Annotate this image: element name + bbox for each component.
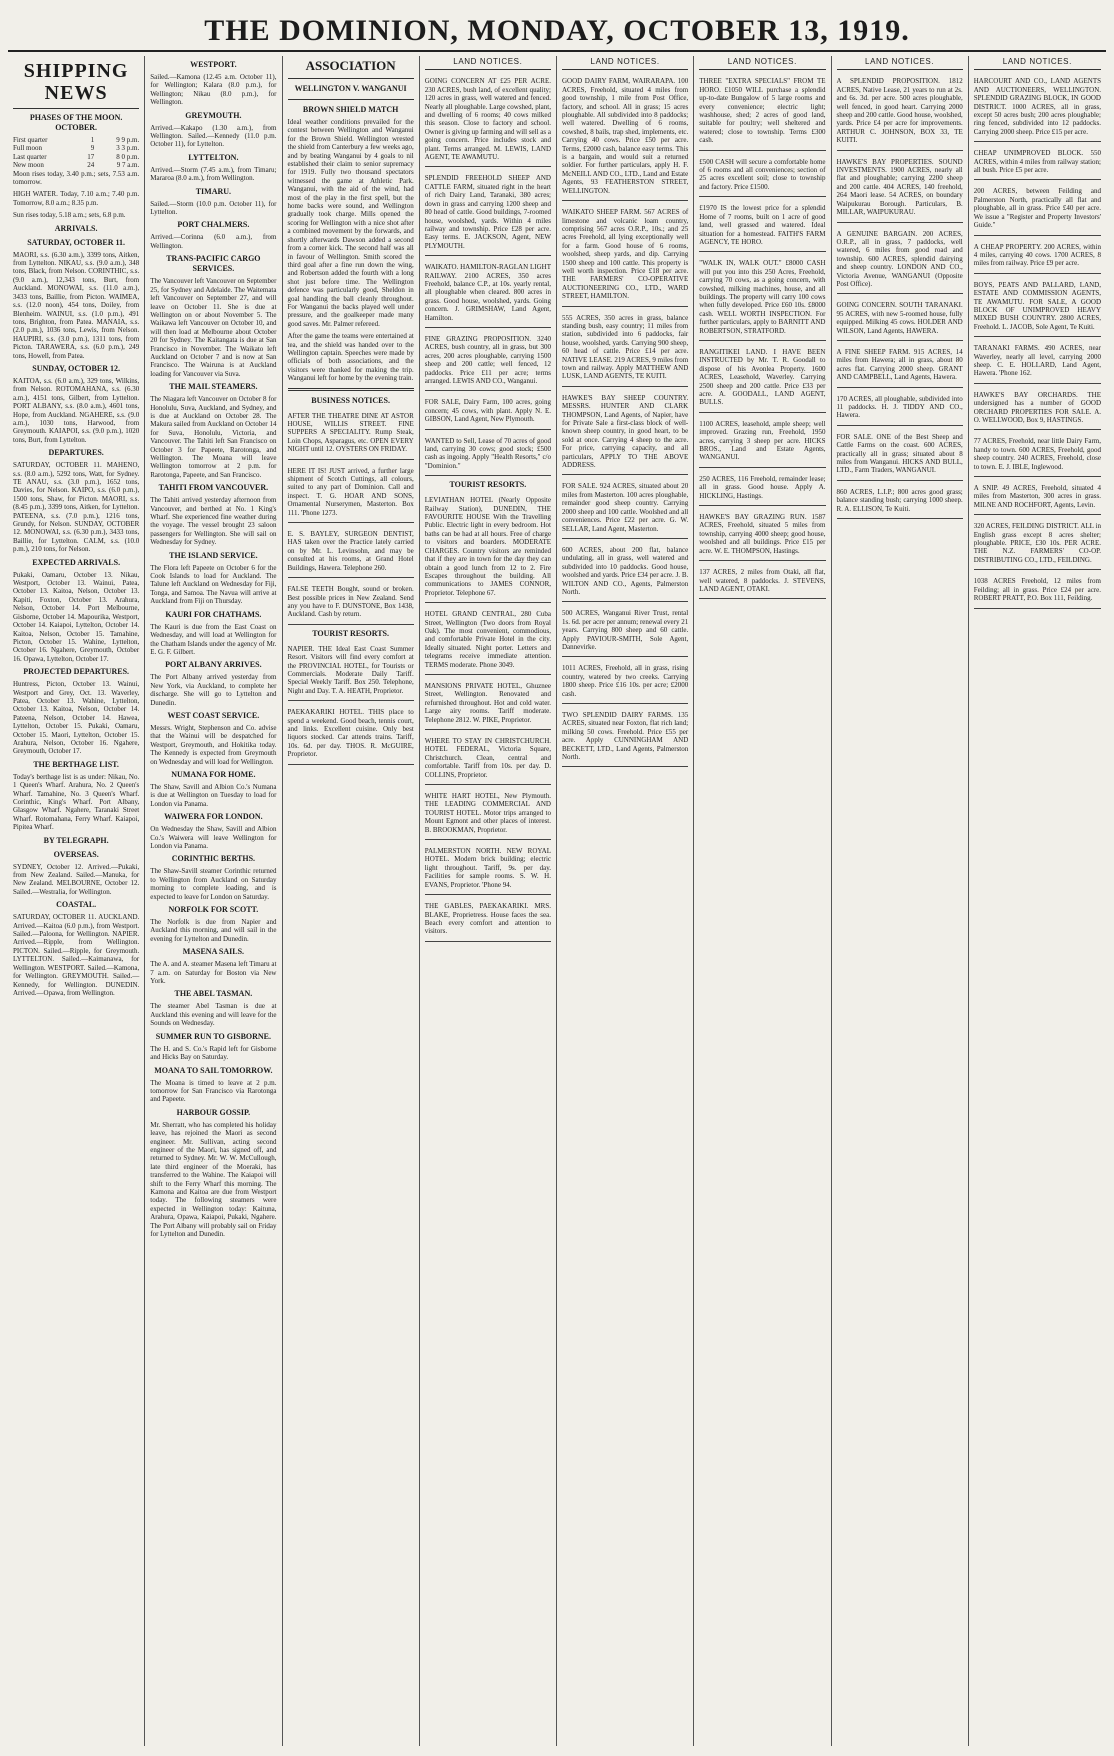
albany-heading: PORT ALBANY ARRIVES. xyxy=(165,660,262,670)
rapid-heading: SUMMER RUN TO GISBORNE. xyxy=(155,1031,272,1041)
land-ad: 170 ACRES, all ploughable, subdivided into 11 paddocks. H. J. TIDDY AND CO., Hawera. xyxy=(837,392,963,426)
land-ad: BOYS, PEATS AND PALLARD, LAND, ESTATE AND COMMISSION AGENTS, TE AWAMUTU. FOR SALE, A GOOD BLOCK OF UNIMPROVED HEAVY MIXED BUSH COUNTRY. 2800 ACRES, Freehold. L. JACOB, Sole Agent, Te Kuiti. xyxy=(974,278,1101,337)
coastal-heading: COASTAL. xyxy=(56,900,97,910)
berthage-text: Today's berthage list is as under: Nikau, No. 1 Queen's Wharf. Arahura, No. 2 Queen's Wharf. Tamahine, No. 3 Queen's Wharf. Corinthic, King's Wharf. Port Albany, Glasgow Wharf. Ngahere, Taranaki Street Wharf. Rotomahana, Ferry Wharf. Kaiapoi, Pipitea Wharf. xyxy=(13,772,140,832)
transpacific-heading: TRANS-PACIFIC CARGO SERVICES. xyxy=(166,254,261,274)
table-row: Full moon 9 3 3 p.m. xyxy=(13,144,140,153)
harbour-text: Mr. Sherratt, who has completed his holiday leave, has rejoined the Maori as second engineer. Mr. Sullivan, acting second engineer of the Maori, has signed off, and returned to Sydney. Mr. W. W. McCullough, late third engineer of the Moeraki, has transferred to the Wahine. The Kaiapoi will shift to the Ferry Wharf this morning. The Kamona and Kaitoa are due from Westport today. The following steamers were expected in Wellington today: Kaituna, Arahura, Opawa, Kaiapoi, Pukaki, Ngahere. The Port Albany will probably sail on Friday for Lyttelton and Dunedin. xyxy=(150,1120,277,1238)
sun-times: Sun rises today, 5.18 a.m.; sets, 6.8 p.m. xyxy=(13,211,126,220)
land-ad: 600 ACRES, about 200 flat, balance undulating, all in grass, well watered and subdivided into 10 paddocks. Good house, woolshed and yards. Price £34 per acre. J. B. WILTON AND CO., Agents, Palmerston North. xyxy=(562,543,688,602)
column-shipping-news xyxy=(8,56,145,1746)
land-ad: 250 ACRES, 116 Freehold, remainder lease; all in grass. Good house. Apply A. HICKLING, Hastings. xyxy=(699,472,825,506)
island-text: The Flora left Papeete on October 6 for the Cook Islands to load for Auckland. The Talune left Auckland on Wednesday for Fiji, Tonga, and Samoa. The Navua will arrive at Auckland from Fiji on Thursday. xyxy=(150,563,277,606)
ad-paekakariki-hotel: PAEKAKARIKI HOTEL. THIS place to spend a weekend. Good beach, tennis court, and links. Excellent cuisine. Only best liquors stocked. Car attends trains. Tariff, 10s. 6d. per day. THOS. R. McGUIRE, Proprietor. xyxy=(288,705,414,764)
corinthic-text: The Shaw-Savill steamer Corinthic returned to Wellington from Auckland on Saturday morning to complete loading, and is expected to leave for London on Saturday. xyxy=(150,867,277,901)
land-notices-heading: LAND NOTICES. xyxy=(699,56,825,70)
land-ad: 77 ACRES, Freehold, near little Dairy Farm, handy to town. 600 ACRES, Freehold, good sheep country. 240 ACRES, Freehold, close to town. E. J. IBLE, Inglewood. xyxy=(974,434,1101,477)
land-ad: TARANAKI FARMS. 490 ACRES, near Waverley, nearly all level, carrying 2000 sheep. C. E. HOLLARD, Land Agent, Hawera. 'Phone 162. xyxy=(974,341,1101,384)
arrivals-heading: ARRIVALS. xyxy=(54,223,98,233)
business-notices-heading: BUSINESS NOTICES. xyxy=(311,395,390,405)
table-row: First quarter 1 9 9 p.m. xyxy=(13,136,140,144)
albany-text: The Port Albany arrived yesterday from New York, via Auckland, to complete her discharge. She will go to Lyttelton and Dunedin. xyxy=(150,673,277,707)
land-notices-heading: LAND NOTICES. xyxy=(837,56,963,70)
abel-heading: THE ABEL TASMAN. xyxy=(174,989,253,999)
masthead-title: THE DOMINION, MONDAY, OCTOBER 13, 1919. xyxy=(204,14,910,47)
sunday-date: SUNDAY, OCTOBER 12. xyxy=(32,363,120,373)
kauri-text: The Kauri is due from the East Coast on Wednesday, and will load at Wellington for the Chatham Islands under the agency of Mr. E. G. F. Gilbert. xyxy=(150,622,277,656)
match-report: Ideal weather conditions prevailed for the contest between Wellington and Wanganui for the Brown Shield. Wellington wrested the shield from Canterbury a few weeks ago, and by beating Wanganui by 4 goals to nil established their claim to senior supremacy for 1919. Fully two thousand spectators witnessed the game at Athletic Park. Wanganui, with the aid of the wind, had most of the play in the first spell, but the home backs were sound, and Wellington gradually took charge. Mills opened the scoring for Wellington with a nice shot after a combined movement by the forwards, and shortly afterwards Dawson added a second from a corner kick. The second half was all in favour of Wellington. Smith scored the third goal after a fine run down the wing, and Robertson added the fourth with a long shot just before time. The Wellington defence was particularly good, Sheldon in goal handling the ball cleanly throughout. For Wanganui the backs played well under pressure, and the goalkeeper made many good saves. Mr. Palmer refereed. xyxy=(287,118,414,328)
column-land-notices-5 xyxy=(969,56,1106,1746)
moana-heading: MOANA TO SAIL TOMORROW. xyxy=(154,1065,273,1075)
land-ad: "WALK IN, WALK OUT." £8000 CASH will put you into this 250 Acres, Freehold, carrying 70 cows, as a going concern, with cowshed, milking machines, house, and all buildings. The property will carry 100 cows when fully developed. Price £60 10s. £8000 cash. WELL WORTH INSPECTION. For further particulars, apply to BARNITT AND ROBERTSON, STRATFORD. xyxy=(699,256,825,341)
westcoast-text: Messrs. Wright, Stephenson and Co. advise that the Wainui will be despatched for Westport, Greymouth, and Hokitika today. The Kennedy is expected from Greymouth on Wednesday and will load for Wellington. xyxy=(150,723,277,766)
ad-dentist: E. S. BAYLEY, SURGEON DENTIST, HAS taken over the Practice lately carried on by Mr. L. Levinsohn, and may be consulted at his rooms, at Grand Hotel Buildings, Hawera. Telephone 260. xyxy=(288,527,414,578)
land-ad: £500 CASH will secure a comfortable home of 6 rooms and all conveniences; section of 25 acres excellent soil; close to township and factory. Price £1500. xyxy=(699,155,825,198)
table-row: Last quarter 17 8 0 p.m. xyxy=(13,152,140,161)
land-ad: HAWKE'S BAY PROPERTIES. SOUND INVESTMENTS. 1900 ACRES, nearly all flat and ploughable; carrying 2200 sheep and 200 cattle. 404 ACRES, 140 freehold, 264 Maori lease. 54 ACRES, on boundary Waipukurau Borough. Particulars, B. MILLAR, WAIPUKURAU. xyxy=(837,155,963,223)
expected-heading: EXPECTED ARRIVALS. xyxy=(32,557,121,567)
waiwera-heading: WAIWERA FOR LONDON. xyxy=(164,812,263,822)
numana-heading: NUMANA FOR HOME. xyxy=(171,769,256,779)
land-ad: FOR SALE. 924 ACRES, situated about 20 miles from Masterton. 100 acres ploughable, remainder good sheep country. Carrying 2000 sheep and 100 cattle. Woolshed and all conveniences. Price £22 per acre. G. W. SELLAR, Land Agent, Masterton. xyxy=(562,479,688,538)
hotel-ad: THE GABLES, PAEKAKARIKI. MRS. BLAKE, Proprietress. House faces the sea. Beach every comfort and attention to visitors. xyxy=(425,899,551,942)
land-ad: WAIKATO SHEEP FARM. 567 ACRES of limestone and volcanic loam country, comprising 567 acres O.R.P., 10s.; and 25 acres Freehold, all lying exceptionally well for a farm. Good house of 6 rooms, woolshed, sheep yards, and dip. Carrying 1500 sheep and 100 cattle. This property is well worth inspection. Price £18 per acre. THE FARMERS' CO-OPERATIVE AUCTIONEERING CO., LTD., WARD STREET, HAMILTON. xyxy=(562,205,688,306)
column-land-notices-1 xyxy=(420,56,557,1746)
land-ad: FINE GRAZING PROPOSITION. 3240 ACRES, bush country, all in grass, but 300 acres, 200 acres ploughable, carrying 1500 sheep and 200 cattle; well fenced, 12 paddocks. Price £11 per acre; terms arranged. LEWIS AND CO., Wanganui. xyxy=(425,332,551,391)
shield-heading: BROWN SHIELD MATCH xyxy=(302,105,399,114)
coastal-text: SATURDAY, OCTOBER 11. AUCKLAND. Arrived.—Kaitoa (6.0 p.m.), from Westport. Sailed.—Paloona, for Wellington. NAPIER. Arrived.—Ripple, from Wellington. PICTON. Sailed.—Ripple, for Greymouth. LYTTELTON. Sailed.—Kaimanawa, for Wellington. WESTPORT. Sailed.—Kamona, for Wellington. GREYMOUTH. Sailed.—Kennedy, for Wellington. DUNEDIN. Arrived.—Opawa, from Wellington. xyxy=(13,913,140,997)
westcoast-heading: WEST COAST SERVICE. xyxy=(167,710,260,720)
hotel-ad: WHERE TO STAY IN CHRISTCHURCH. HOTEL FEDERAL, Victoria Square, Christchurch. Clean, central and comfortable. Tariff from 10s. per day. D. COLLINS, Proprietor. xyxy=(425,734,551,785)
hotel-ad: PALMERSTON NORTH. NEW ROYAL HOTEL. Modern brick building; electric light throughout. Tariff, 9s. per day. Facilities for sample rooms. S. W. H. EVANS, Proprietor. 'Phone 94. xyxy=(425,844,551,895)
hotel-ad: HOTEL GRAND CENTRAL, 280 Cuba Street, Wellington (Two doors from Royal Oak). The most convenient, commodious, and comfortable Private Hotel in the city. Ideally situated. Night porter. Letters and telegrams receive immediate attention. TERMS moderate. Phone 3049. xyxy=(425,607,551,675)
land-ad: A CHEAP PROPERTY. 200 ACRES, within 4 miles, carrying 40 cows. 1700 ACRES, 8 miles from railway. Price £9 per acre. xyxy=(974,240,1101,274)
moon-phases-table xyxy=(13,136,139,170)
land-ad: A FINE SHEEP FARM. 915 ACRES, 14 miles from Hawera; all in grass, about 80 acres flat. Carrying 2000 sheep. GRANT AND CAMPBELL, Land Agents, Hawera. xyxy=(837,345,963,388)
lyttelton-text: Arrived.—Storm (7.45 a.m.), from Timaru; Mararoa (8.0 a.m.), from Wellington. xyxy=(150,165,277,183)
land-ad: SPLENDID FREEHOLD SHEEP AND CATTLE FARM, situated right in the heart of rich Dairy Land, Taranaki, 380 acres; down in grass and carrying 1200 sheep and 80 head of cattle. Good buildings, 7-roomed house, woolshed, yards. Within 4 miles railway and township. Price £28 per acre. Easy terms. E. JACKSON, Agent, NEW PLYMOUTH. xyxy=(425,171,551,256)
land-ad: 1100 ACRES, leasehold, ample sheep; well improved. Grazing run, Freehold, 1950 acres, carrying 3 sheep per acre. HICKS BROS., Land and Estate Agents, WANGANUI. xyxy=(699,417,825,468)
land-ad: WANTED to Sell, Lease of 70 acres of good land, carrying 30 cows; good stock; £500 cash as ingoing. Apply "Health Resorts," c/o "Dominion." xyxy=(425,434,551,477)
tourist-resorts-heading: TOURIST RESORTS. xyxy=(312,628,390,638)
land-notices-heading: LAND NOTICES. xyxy=(425,56,551,70)
land-notices-heading: LAND NOTICES. xyxy=(562,56,688,70)
lyttelton-heading: LYTTELTON. xyxy=(188,152,239,162)
match-heading: WELLINGTON V. WANGANUI xyxy=(294,84,407,93)
land-ad: GOING CONCERN. SOUTH TARANAKI. 95 ACRES, with new 5-roomed house, fully equipped. Milking 45 cows. HOLDER AND WILSON, Land Agents, HAWERA. xyxy=(837,298,963,341)
timaru-text: Sailed.—Storm (10.0 p.m. October 11), for Lyttelton. xyxy=(150,199,277,217)
abel-text: The steamer Abel Tasman is due at Auckland this evening and will leave for the Sounds on Wednesday. xyxy=(150,1002,277,1028)
norfolk-text: The Norfolk is due from Napier and Auckland this morning, and will sail in the evening for Lyttelton and Dunedin. xyxy=(150,918,277,943)
hotel-ad: MANSIONS PRIVATE HOTEL, Ghuznee Street, Wellington. Renovated and refurnished throughout. Hot and cold water. Large airy rooms. Tariff moderate. Telephone 2812. W. PIKE, Proprietor. xyxy=(425,679,551,730)
overseas-heading: OVERSEAS. xyxy=(53,849,99,859)
land-ad: HAWKE'S BAY GRAZING RUN. 1587 ACRES, Freehold, situated 5 miles from township, carrying 4000 sheep; good house, woolshed and all buildings. Price £15 per acre. W. E. THOMPSON, Hastings. xyxy=(699,510,825,561)
column-association xyxy=(283,56,420,1746)
numana-text: The Shaw, Savill and Albion Co.'s Numana is due at Wellington on Tuesday to load for London via Panama. xyxy=(150,782,277,808)
land-ad: TWO SPLENDID DAIRY FARMS. 135 ACRES, situated near Foxton, flat rich land; milking 50 cows. Freehold. Price £55 per acre. Apply CUNNINGHAM AND BECKETT, LTD., Land Agents, Palmerston North. xyxy=(562,708,688,767)
port-chalmers-text: Arrived.—Corinna (6.0 a.m.), from Wellington. xyxy=(150,233,277,250)
sunday-text: KAITOA, s.s. (6.0 a.m.), 329 tons, Wilkins, from Nelson. ROTOMAHANA, s.s. (6.30 a.m.), 4151 tons, Gilbert, from Lyttelton. PORT ALBANY, s.s. (8.0 a.m.), 4601 tons, Hope, from Auckland. NGAHERE, s.s. (9.0 a.m.), 1030 tons, Harwood, from Greymouth. KAIAPOI, s.s. (9.0 p.m.), 1020 tons, Burt, from Lyttelton. xyxy=(13,376,140,444)
land-ad: 137 ACRES, 2 miles from Otaki, all flat, well watered, 8 paddocks. J. STEVENS, LAND AGENT, OTAKI. xyxy=(699,565,825,599)
port-chalmers-heading: PORT CHALMERS. xyxy=(177,220,250,230)
corinthic-heading: CORINTHIC BERTHS. xyxy=(171,854,256,864)
land-ad: HAWKE'S BAY ORCHARDS. THE undersigned has a number of GOOD ORCHARD PROPERTIES FOR SALE. A. O. WELLWOOD, Box 9, HASTINGS. xyxy=(974,388,1101,431)
columns xyxy=(8,56,1106,1746)
moon-note: Moon rises today, 3.40 p.m.; sets, 7.53 a.m. tomorrow. xyxy=(13,169,140,187)
arrivals-date: SATURDAY, OCTOBER 11. xyxy=(27,237,126,247)
land-ad: A SPLENDID PROPOSITION. 1812 ACRES, Native Lease, 21 years to run at 2s. and 6s. 3d. per acre. 500 acres ploughable, well fenced, in good heart. Carrying 2000 sheep and 200 cattle. Good house, woolshed, yards. Price £4 per acre for improvements. ARTHUR C. JOHNSON, BOX 33, TE KUITI. xyxy=(837,74,963,150)
projected-text: Huntress, Picton, October 13. Wainui, Westport and Grey, Oct. 13. Waverley, Patea, October 13. Wahine, Lyttelton, October 13. Kaitoa, Nelson, October 14. Pateena, Nelson, October 14. Hawea, Lyttelton, October 15. Pukaki, Oamaru, October 15. Maori, Lyttelton, October 15. Arahura, Nelson, October 16. Ngahere, Greymouth, October 17. xyxy=(13,680,140,756)
arrivals-text: MAORI, s.s. (6.30 a.m.), 3399 tons, Aitken, from Lyttelton. NIKAU, s.s. (9.0 a.m.), 348 tons, Black, from Nelson. CORINTHIC, s.s. (9.0 a.m.), 12,343 tons, Burt, from Auckland. MONOWAI, s.s. (11.0 a.m.), 3433 tons, Baillie, from Picton. WAIMEA, s.s. (12.0 noon), 454 tons, Doiley, from Blenheim. WAINUI, s.s. (1.0 p.m.), 491 tons, Brighton, from Patea. MANAIA, s.s. (2.0 p.m.), 1036 tons, Lewis, from Nelson. HAUPIRI, s.s. (3.0 p.m.), 1311 tons, from Picton. TARAWERA, s.s. (6.0 p.m.), 249 tons, Howell, from Patea. xyxy=(13,250,140,360)
land-ad: A GENUINE BARGAIN. 200 ACRES, O.R.P., all in grass, 7 paddocks, well watered, 6 miles from good road and township. 600 ACRES, splendid dairying and sheep country. LONDON AND CO., Victoria Avenue, WANGANUI (Opposite Post Office). xyxy=(837,227,963,295)
tourist-resorts-heading: TOURIST RESORTS. xyxy=(449,480,527,490)
harbour-heading: HARBOUR GOSSIP. xyxy=(176,1107,251,1117)
land-ad: 1011 ACRES, Freehold, all in grass, rising country, watered by two creeks. Carrying 1800 sheep. Price £16 10s. per acre; £2000 cash. xyxy=(562,661,688,704)
land-ad: GOING CONCERN AT £25 PER ACRE. 230 ACRES, bush land, of excellent quality; 120 acres in grass, well watered and fenced. Nearly all ploughable. Large cowshed, plant, and dwelling of 6 rooms; 40 cows milked this season. Close to factory and school. Owner is giving up farming and will sell as a going concern. Price includes stock and plant. Terms arranged. M. LEWIS, LAND AGENT, TE AWAMUTU. xyxy=(425,74,551,167)
land-ad: 320 ACRES, FEILDING DISTRICT. ALL in English grass except 8 acres shelter; ploughable. PRICE, £30 10s. PER ACRE. THE N.Z. FARMERS' CO-OP. DISTRIBUTING CO., LTD., FEILDING. xyxy=(974,519,1101,570)
timaru-heading: TIMARU. xyxy=(195,186,232,196)
column-land-notices-4 xyxy=(832,56,969,1746)
land-ad: CHEAP UNIMPROVED BLOCK. 550 ACRES, within 4 miles from railway station; all bush. Price £5 per acre. xyxy=(974,146,1101,180)
waiwera-text: On Wednesday the Shaw, Savill and Albion Co.'s Waiwera will leave Wellington for London via Panama. xyxy=(150,825,277,850)
norfolk-heading: NORFOLK FOR SCOTT. xyxy=(168,905,259,915)
transpacific-text: The Vancouver left Vancouver on September 25, for Sydney and Adelaide. The Waitemata left Vancouver on September 27, and will leave on October 11. She is due at Wellington on or about November 5. The Waikawa left Vancouver on October 10, and will then load at Melbourne about October 20 for Sydney. The Kaitangata is due at San Francisco in November. The Waikato left Auckland on October 7 and is now at San Francisco. The Wairuna is at Auckland loading for Vancouver via Suva. xyxy=(150,277,277,378)
land-ad: WAIKATO. HAMILTON-RAGLAN LIGHT RAILWAY. 2100 ACRES, 350 acres Freehold, balance C.P., at 10s. yearly rental, all ploughable when cleared. 800 acres in grass. Good house, woolshed, yards. Going concern. J. GRIMSHAW, Land Agent, Hamilton. xyxy=(425,260,551,328)
masena-text: The A. and A. steamer Masena left Timaru at 7 a.m. on Saturday for Boston via New York. xyxy=(150,960,277,986)
overseas-text: SYDNEY, October 12. Arrived.—Pukaki, from New Zealand. Sailed.—Manuka, for New Zealand. MELBOURNE, October 12. Sailed.—Westralia, for Wellington. xyxy=(13,862,140,896)
land-ad: HAWKE'S BAY SHEEP COUNTRY. MESSRS. HUNTER AND CLARK THOMPSON, Land Agents, of Napier, have for Private Sale a first-class block of well-known sheep country, in good heart, to be sold at once. Carrying 4 sheep to the acre. For price, carrying capacity, and all particulars, APPLY TO THE ABOVE ADDRESS. xyxy=(562,391,688,476)
departures-text: SATURDAY, OCTOBER 11. MAHENO, s.s. (8.0 a.m.), 5292 tons, Watt, for Sydney. TE ANAU, s.s. (3.0 p.m.), 1652 tons, Davies, for Nelson. KAIPO, s.s. (6.0 p.m.), 1500 tons, Shaw, for Picton. MAORI, s.s. (8.45 p.m.), 3399 tons, Aitken, for Lyttelton. PATEENA, s.s. (7.0 p.m.), 1216 tons, Grundy, for Nelson. SUNDAY, OCTOBER 12. MONOWAI, s.s. (6.30 p.m.), 3433 tons, Baillie, for Lyttelton. CALM, s.s. (10.0 p.m.), 210 tons, for Nelson. xyxy=(13,461,140,554)
expected-text: Pukaki, Oamaru, October 13. Nikau, Westport, October 13. Wainui, Patea, October 13. Kaitoa, Nelson, October 13. Kapiti, Foxton, October 13. Arahura, Nelson, October 14. Port Melbourne, Gisborne, October 14. Mapourika, Westport, October 14. Kaiapoi, Lyttelton, October 14. Kaitoa, Nelson, October 15. Tamahine, Picton, October 15. Wahine, Lyttelton, October 16. Ngahere, Greymouth, October 16. Opawa, Lyttelton, October 17. xyxy=(13,570,140,663)
land-ad: 1038 ACRES Freehold, 12 miles from Feilding; all in grass. Price £24 per acre. ROBERT PRATT, P.O. Box 111, Feilding. xyxy=(974,574,1101,608)
hotel-ad: LEVIATHAN HOTEL (Nearly Opposite Railway Station), DUNEDIN, THE FAVOURITE HOUSE With the Travelling Public. Electric light in every bedroom. Hot baths can be had at all hours. Free of charge to visitors and boarders. MODERATE CHARGES. Country visitors are reminded that if they are in town for the day they can obtain a good lunch from 12 to 2. Fire Escapes throughout the building. All communications to JAMES CONNOR, Proprietor. Telephone 67. xyxy=(425,493,551,603)
ad-astor-house: AFTER THE THEATRE DINE AT ASTOR HOUSE, WILLIS STREET. FINE SUPPERS A SPECIALITY. Rump Steak, Loin Chops, Asparagus, etc. OPEN EVERY NIGHT until 12. OYSTERS ON FRIDAY. xyxy=(288,409,414,460)
land-ad: HARCOURT AND CO., LAND AGENTS AND AUCTIONEERS, WELLINGTON. SPLENDID GRAZING BLOCK, IN GOOD DISTRICT. 1000 ACRES, all in grass, except 50 acres bush; 200 acres ploughable; ring fenced, subdivided into 12 paddocks. Carrying 2000 sheep. Price £15 per acre. xyxy=(974,74,1101,142)
land-ad: 500 ACRES, Wanganui River Trust, rental 1s. 6d. per acre per annum; renewal every 21 years. Carrying 800 sheep and 60 cattle. Apply PAVIOUR-SMITH, Sole Agent, Dannevirke. xyxy=(562,606,688,657)
table-row: New moon 24 9 7 a.m. xyxy=(13,161,140,170)
tahiti-text: The Tahiti arrived yesterday afternoon from Vancouver, and berthed at No. 1 King's Wharf. She experienced fine weather during the voyage. The vessel brought 23 saloon passengers for Wellington. She will sail on Wednesday for Sydney. xyxy=(150,496,277,547)
tahiti-heading: TAHITI FROM VANCOUVER. xyxy=(158,483,269,493)
ad-scotch-cuttings: HERE IT IS! JUST arrived, a further large shipment of Scotch Cuttings, all colours, suited to any part of Dominion. Call and inspect. T. G. HOAR AND SONS, Ornamental Nurserymen, Masterton. Box 111. 'Phone 1273. xyxy=(288,464,414,523)
greymouth-heading: GREYMOUTH. xyxy=(185,110,242,120)
westport-text: Sailed.—Kamona (12.45 a.m. October 11), for Wellington; Kalara (8.0 p.m.), for Wellington; Nikau (8.0 p.m.), for Wellington. xyxy=(150,73,277,107)
column-shipping-continued xyxy=(145,56,282,1746)
telegraph-heading: BY TELEGRAPH. xyxy=(43,835,109,845)
kauri-heading: KAURI FOR CHATHAMS. xyxy=(165,609,262,619)
ad-false-teeth: FALSE TEETH Bought, sound or broken. Best possible prices in New Zealand. Send any you have to F. DUNSTONE, Box 1438, Auckland. Cash by return. xyxy=(288,582,414,625)
hotel-ad: WHITE HART HOTEL, New Plymouth. THE LEADING COMMERCIAL AND TOURIST HOTEL. Motor trips arranged to Mount Egmont and other places of interest. B. BROOKMAN, Proprietor. xyxy=(425,789,551,840)
masena-heading: MASENA SAILS. xyxy=(182,947,245,957)
land-ad: 860 ACRES, L.I.P.; 800 acres good grass; balance standing bush; carrying 1000 sheep. R. A. ELLISON, Te Kuiti. xyxy=(837,485,963,519)
land-ad: THREE "EXTRA SPECIALS" FROM TE HORO. £1050 WILL purchase a splendid up-to-date Bungalow of 5 large rooms and every convenience; electric light; washhouse, shed; 2 acres of good land, suitable for poultry; well sheltered and watered; close to township. Terms £300 cash. xyxy=(699,74,825,150)
land-ad: RANGITIKEI LAND. I HAVE BEEN INSTRUCTED by Mr. T. R. Goodall to dispose of his Avonlea Property. 1600 ACRES, Leasehold, Waverley. Carrying 2500 sheep and 200 cattle. Price £33 per acre. A. GOODALL, LAND AGENT, BULLS. xyxy=(699,345,825,413)
shipping-news-title: SHIPPING NEWS xyxy=(13,56,139,109)
high-water: HIGH WATER. Today, 7.10 a.m.; 7.40 p.m. Tomorrow, 8.0 a.m.; 8.35 p.m. xyxy=(13,190,140,207)
masthead xyxy=(8,10,1106,52)
mail-heading: THE MAIL STEAMERS. xyxy=(169,382,258,392)
land-ad: 200 ACRES, between Feilding and Palmerston North, practically all flat and ploughable, all in grass. Price £40 per acre. We issue a "Register and Property Investors' Guide." xyxy=(974,184,1101,235)
moon-phases-heading: PHASES OF THE MOON. OCTOBER. xyxy=(29,113,123,132)
land-ad: GOOD DAIRY FARM, WAIRARAPA. 100 ACRES, Freehold, situated 4 miles from good township, 1 mile from Post Office, factory, and school. All in grass; 15 acres ploughable. All subdivided into 8 paddocks; well watered. Dwelling of 6 rooms, cowshed, 8 bails, trap shed, implements, etc. Carrying 40 cows. Price £50 per acre. Terms, £2000 cash, balance easy terms. This is a bargain, and would suit a returned soldier. For further particulars, apply H. F. McNEILL AND CO., LTD., Land and Estate Agents, 93 FEATHERSTON STREET, WELLINGTON. xyxy=(562,74,688,201)
match-report-continued: After the game the teams were entertained at tea, and the shield was handed over to the Wellington captain. Speeches were made by officials of both associations, and the visitors were thanked for making the trip. Wanganui left for home by the evening train. xyxy=(287,332,414,383)
land-notices-heading: LAND NOTICES. xyxy=(974,56,1101,70)
association-heading: ASSOCIATION xyxy=(305,58,396,73)
column-land-notices-2 xyxy=(557,56,694,1746)
land-ad: £1970 IS the lowest price for a splendid Home of 7 rooms, built on 1 acre of good land, well grassed and watered. Ideal situation for a homestead. FAITH'S FARM AGENCY, TE HORO. xyxy=(699,201,825,252)
greymouth-text: Arrived.—Kakapo (1.30 a.m.), from Wellington. Sailed.—Kennedy (11.0 p.m. October 11), for Lyttelton. xyxy=(150,123,277,149)
projected-heading: PROJECTED DEPARTURES. xyxy=(23,667,130,677)
rapid-text: The H. and S. Co.'s Rapid left for Gisborne and Hicks Bay on Saturday. xyxy=(150,1044,277,1062)
land-ad: FOR SALE, Dairy Farm, 100 acres, going concern; 45 cows, with plant. Apply N. E. GIBSON, Land Agent, New Plymouth. xyxy=(425,395,551,429)
departures-heading: DEPARTURES. xyxy=(48,448,104,458)
land-ad: A SNIP. 49 ACRES, Freehold, situated 4 miles from Masterton, 300 acres in grass. MILNE AND ROCHFORT, Agents, Levin. xyxy=(974,481,1101,515)
island-heading: THE ISLAND SERVICE. xyxy=(169,550,258,560)
column-land-notices-3 xyxy=(694,56,831,1746)
mail-text: The Niagara left Vancouver on October 8 for Honolulu, Suva, Auckland, and Sydney, and is due at Auckland on October 28. The Makura sailed from Auckland on October 14 for Suva, Honolulu, Victoria, and Vancouver. The Tahiti left San Francisco on October 3 for Papeete, Rarotonga, and Wellington. The Moana will leave Wellington tomorrow at 2 p.m. for Rarotonga, Papeete, and San Francisco. xyxy=(150,395,277,479)
berthage-heading: THE BERTHAGE LIST. xyxy=(33,759,119,769)
ad-napier-hotel: NAPIER. THE Ideal East Coast Summer Resort. Visitors will find every comfort at the PROVINCIAL HOTEL, for Tourists or Commercials. Moderate Daily Tariff. Special Weekly Tariff. Box 250. Telephone, Night and Day. T. A. HEATH, Proprietor. xyxy=(288,642,414,701)
land-ad: 555 ACRES, 350 acres in grass, balance standing bush, easy country; 11 miles from station, subdivided into 6 paddocks, fair house, woolshed, yards. Carrying 900 sheep, 60 head of cattle. Price £14 per acre. NATIVE LEASE. 219 ACRES, 9 miles from town and railway. Apply MATTHEW AND LUSK, LAND AGENTS, TE KUITI. xyxy=(562,311,688,387)
land-ad: FOR SALE. ONE of the Best Sheep and Cattle Farms on the coast. 600 ACRES, practically all in grass; situated about 8 miles from Wanganui. HICKS AND BULL, LTD., Farm Traders, WANGANUI. xyxy=(837,430,963,481)
westport-heading: WESTPORT. xyxy=(190,60,237,69)
moana-text: The Moana is timed to leave at 2 p.m. tomorrow for San Francisco via Rarotonga and Papeete. xyxy=(150,1078,277,1104)
